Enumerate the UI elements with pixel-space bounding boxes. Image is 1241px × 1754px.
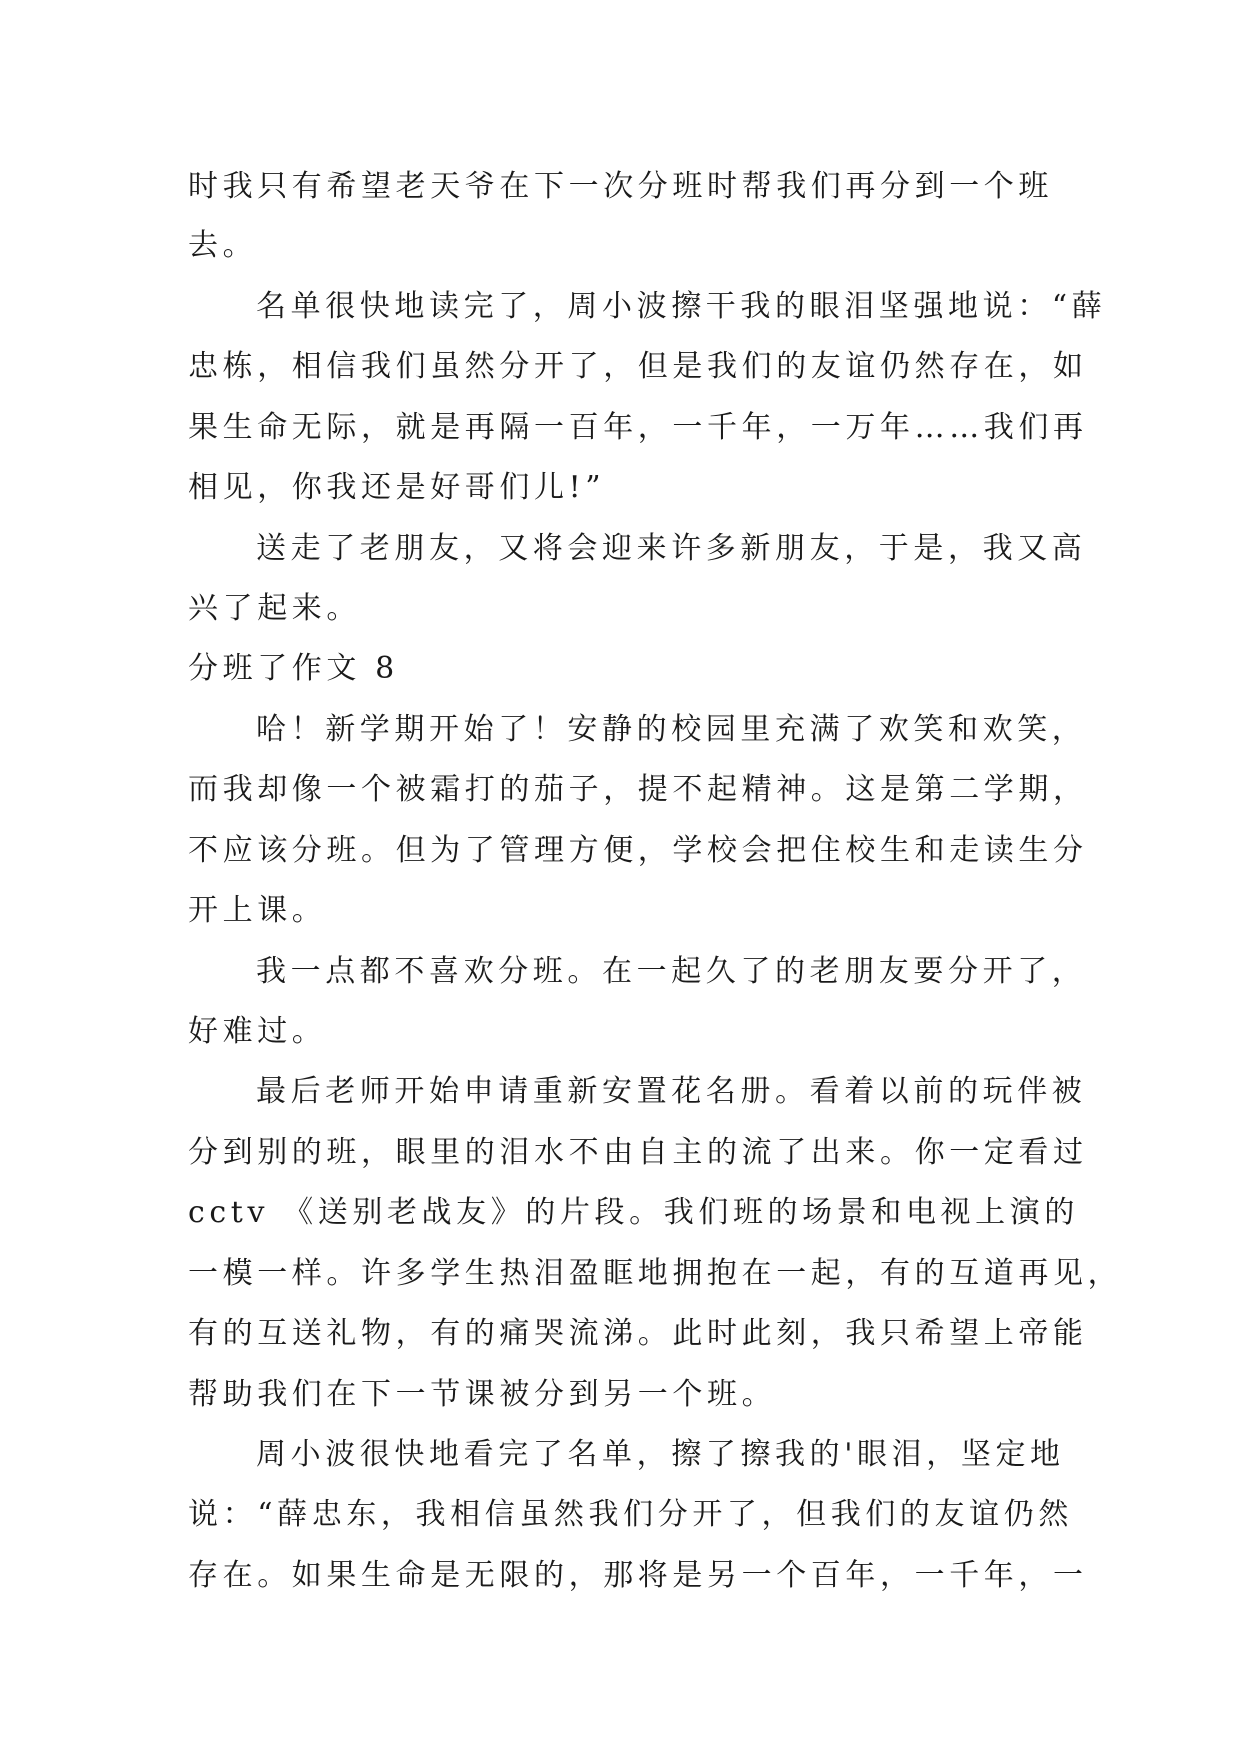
text-line: 而我却像一个被霜打的茄子，提不起精神。这是第二学期， [188, 772, 1088, 807]
paragraph-start: 最后老师开始申请重新安置花名册。看着以前的玩伴被 [256, 1074, 1087, 1109]
text-line: 时我只有希望老天爷在下一次分班时帮我们再分到一个班 [188, 169, 1053, 204]
section-heading: 分班了作文 8 [188, 651, 399, 686]
text-line: 一模一样。许多学生热泪盈眶地拥抱在一起，有的互道再见， [188, 1256, 1123, 1291]
paragraph-start: 送走了老朋友，又将会迎来许多新朋友，于是，我又高 [256, 531, 1087, 566]
text-line: 好难过。 [188, 1014, 327, 1049]
text-line: 去。 [188, 228, 258, 263]
text-line: 果生命无际，就是再隔一百年，一千年，一万年……我们再 [188, 410, 1088, 445]
text-line: 存在。如果生命是无限的，那将是另一个百年，一千年，一 [188, 1558, 1088, 1593]
text-line: 分到别的班，眼里的泪水不由自主的流了出来。你一定看过 [188, 1135, 1088, 1170]
text-line: 开上课。 [188, 893, 327, 928]
text-line: 不应该分班。但为了管理方便，学校会把住校生和走读生分 [188, 833, 1088, 868]
text-line: 忠栋，相信我们虽然分开了，但是我们的友谊仍然存在，如 [188, 349, 1088, 384]
paragraph-start: 周小波很快地看完了名单，擦了擦我的'眼泪，坚定地 [256, 1437, 1065, 1472]
text-line: 有的互送礼物，有的痛哭流涕。此时此刻，我只希望上帝能 [188, 1316, 1088, 1351]
text-line: 兴了起来。 [188, 591, 361, 626]
text-line: 帮助我们在下一节课被分到另一个班。 [188, 1377, 777, 1412]
text-line: 相见，你我还是好哥们儿!” [188, 470, 606, 505]
text-line: cctv 《送别老战友》的片段。我们班的场景和电视上演的 [188, 1195, 1079, 1230]
paragraph-start: 名单很快地读完了，周小波擦干我的眼泪坚强地说：“薛 [256, 289, 1107, 324]
paragraph-start: 我一点都不喜欢分班。在一起久了的老朋友要分开了， [256, 954, 1087, 989]
text-line: 说：“薛忠东，我相信虽然我们分开了，但我们的友谊仍然 [188, 1497, 1073, 1532]
paragraph-start: 哈！新学期开始了！安静的校园里充满了欢笑和欢笑， [256, 712, 1087, 747]
